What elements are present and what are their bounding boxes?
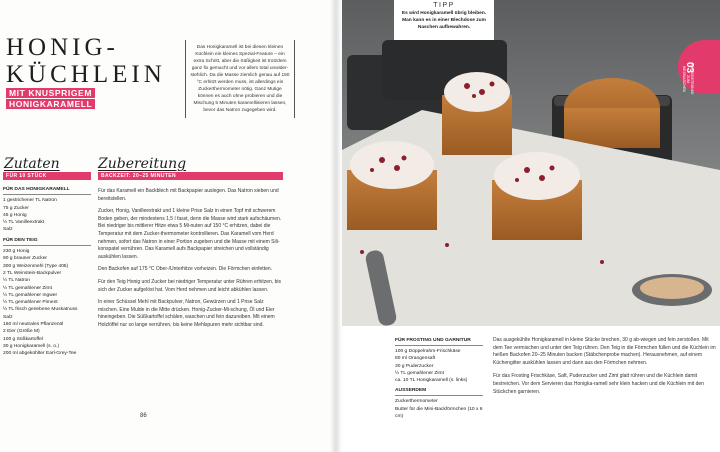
preparation-step: Zucker, Honig, Vanilleextrakt und 1 kleine Prise Salz in einen Topf mit schwerem Boden geben, der mindestens 1,5 l fasst, denn die Masse wird stark aufschäumen. Bei niedriger bis mittlerer Hitze etwa 5 Mi-nuten auf 150 °C erhitzen, dabei die Temperatur mit dem Zucker-thermometer kontrollieren. Das Karamell vom Herd nehmen, sofort das Natron in einer Portion zugeben und die Masse mit einem Sili-konspatel verrühren. Das Karamell aufs Backpapier streichen und vollständig auskühlen lassen. [98, 208, 282, 260]
ingredient-item: 2 Eier (Größe M) [3, 329, 40, 335]
ingredient-group-title: FÜR DEN TEIG [3, 237, 91, 246]
ingredient-item: Salz [3, 227, 13, 233]
frosting-steps [493, 337, 717, 402]
tip-title: TIPP [433, 2, 455, 9]
subtitle-line: MIT KNUSPRIGEM [6, 88, 95, 98]
chapter-number: 03 [684, 61, 696, 74]
preparation-step: Für das Frosting Frischkäse, Saft, Puderzucker und Zimt glatt rühren und die Küchlein damit bestreichen. Vor dem Servieren das Honigka-ramell sehr klein hacken und die Küchlein mit den Stückchen garnieren. [493, 373, 704, 395]
ingredient-item: Salz [3, 314, 13, 320]
chapter-badge [678, 40, 720, 94]
title-line: KÜCHLEIN [6, 61, 166, 88]
preparation-heading: Zubereitung [98, 156, 187, 172]
ingredient-item: 75 g Zucker [3, 205, 29, 211]
preparation-step: Für das Karamell ein Backblech mit Backpapier auslegen. Das Natron sieben und bereitstellen. [98, 188, 279, 202]
tip-text: Es wird Honigkaramell übrig bleiben. Man kann es in einer Blechdose zum Naschen aufbewahren. [401, 11, 487, 30]
servings-bar: FÜR 10 STÜCK [3, 172, 91, 180]
page-number: 86 [140, 413, 147, 419]
preparation-step: Das ausgekühlte Honigkaramell in kleine Stücke brechen, 30 g ab-wiegen und fein zerstoßen. Mit dem Tee vermischen und unter den Teig rühren. Den Teig in die Förmchen füllen und die Küchlein im heißen Backofen 20–25 Minuten backen (Stäbchenprobe machen). Herausnehmen, auf einem Küchengitter auskühlen lassen und dann aus den Förmchen nehmen. [493, 337, 716, 366]
ingredient-group-title: FÜR DAS HONIGKARAMELL [3, 186, 91, 195]
ingredient-item: ½ TL gemahlener Piment [3, 300, 58, 306]
book-gutter [330, 0, 342, 452]
chapter-label: HEISSGETRÄNKE ZUM WEGNASCHEN [682, 64, 694, 95]
cake-photo-illustration [342, 0, 720, 326]
tip-box [394, 0, 494, 40]
title-line: HONIG- [6, 34, 119, 61]
ingredient-item: 30 g Honigkaramell (s. o.) [3, 343, 59, 349]
ingredients-list [3, 186, 91, 358]
preparation-step: Für den Teig Honig und Zucker bei niedriger Temperatur unter Rühren erhitzen, bis sich der Zucker aufgelöst hat. Vom Herd nehmen und leicht abkühlen lassen. [98, 278, 281, 293]
ingredient-item: Zuckerthermometer [395, 399, 438, 405]
ingredient-item: 100 g Doppelrahm-Frischkäse [395, 349, 461, 355]
ingredients-heading: Zutaten [4, 156, 60, 172]
preparation-step: Den Backofen auf 175 °C Ober-/Unterhitze vorheizen. Die Förmchen einfetten. [98, 266, 273, 273]
ingredient-item: ½ TL Natron [3, 278, 30, 284]
recipe-subtitle [6, 88, 95, 110]
ingredient-item: ca. 10 TL Honigkaramell (s. links) [395, 378, 468, 384]
subtitle-line: HONIGKARAMELL [6, 99, 95, 109]
ingredient-group-title: AUSSERDEM [395, 387, 483, 396]
ingredient-item: 230 g Honig [3, 249, 30, 255]
ingredient-item: 30 g Puderzucker [395, 363, 434, 369]
ingredient-item: 300 g Weizenmehl (Type 405) [3, 263, 69, 269]
ingredient-group-title: FÜR FROSTING UND GARNITUR [395, 337, 483, 346]
ingredient-item: 1 gestrichener TL Natron [3, 198, 57, 204]
ingredient-item: 100 g Süßkartoffel [3, 336, 43, 342]
ingredient-item: ½ TL gemahlener Ingwer [3, 292, 58, 298]
ingredient-item: 160 ml neutrales Pflanzenöl [3, 322, 64, 328]
ingredient-item: 80 ml Orangensaft [395, 356, 436, 362]
ingredient-item: ½ TL gemahlener Zimt [395, 370, 444, 376]
ingredient-item: 200 ml abgekühlter Earl-Grey-Tee [3, 351, 77, 357]
preparation-steps [98, 188, 282, 335]
ingredient-item: ½ TL frisch geriebene Muskatnuss [3, 307, 78, 313]
intro-text: Das Honigkaramell ist bei diesen kleinen Küchlein ein kleines Spezial-Feature – ein extra Schritt, aber die Süßigkeit ist trotzdem ganz fix gemacht und vor allem total unwider-stehlich. Da die Masse ziemlich genau auf 150 °C erhitzt werden muss, ist allerdings ein Zuckerthermometer nötig. Ganz Mutige können es auch ohne probieren und die Mischung 5 Minuten karamellisieren lassen, bevor das Natron zugegeben wird. [185, 40, 295, 118]
recipe-title [6, 34, 166, 88]
ingredient-item: ½ TL Vanilleextrakt [3, 220, 45, 226]
ingredient-item: 2 TL Weinstein-Backpulver [3, 270, 62, 276]
preparation-step: In einer Schüssel Mehl mit Backpulver, Natron, Gewürzen und 1 Prise Salz mischen. Eine Mulde in die Mitte drücken. Honig-Zucker-Mi-schung, Öl und Eier hineingeben. Die Süßkartoffel schälen, waschen und fein dazureiben. Mit einem Holzlöffel nur so lange verrühren, bis keine Mehlspuren mehr sichtbar sind. [98, 299, 275, 328]
ingredient-item: ½ TL gemahlener Zimt [3, 285, 52, 291]
frosting-ingredients [395, 337, 483, 420]
ingredient-item: 45 g Honig [3, 212, 27, 218]
recipe-photo [342, 0, 720, 326]
ingredient-item: Butter für die Mini-Backförmchen (10 x 6 cm) [395, 406, 483, 419]
bake-time-bar: BACKZEIT: 20–25 MINUTEN [98, 172, 283, 180]
ingredient-item: 90 g brauner Zucker [3, 256, 48, 262]
